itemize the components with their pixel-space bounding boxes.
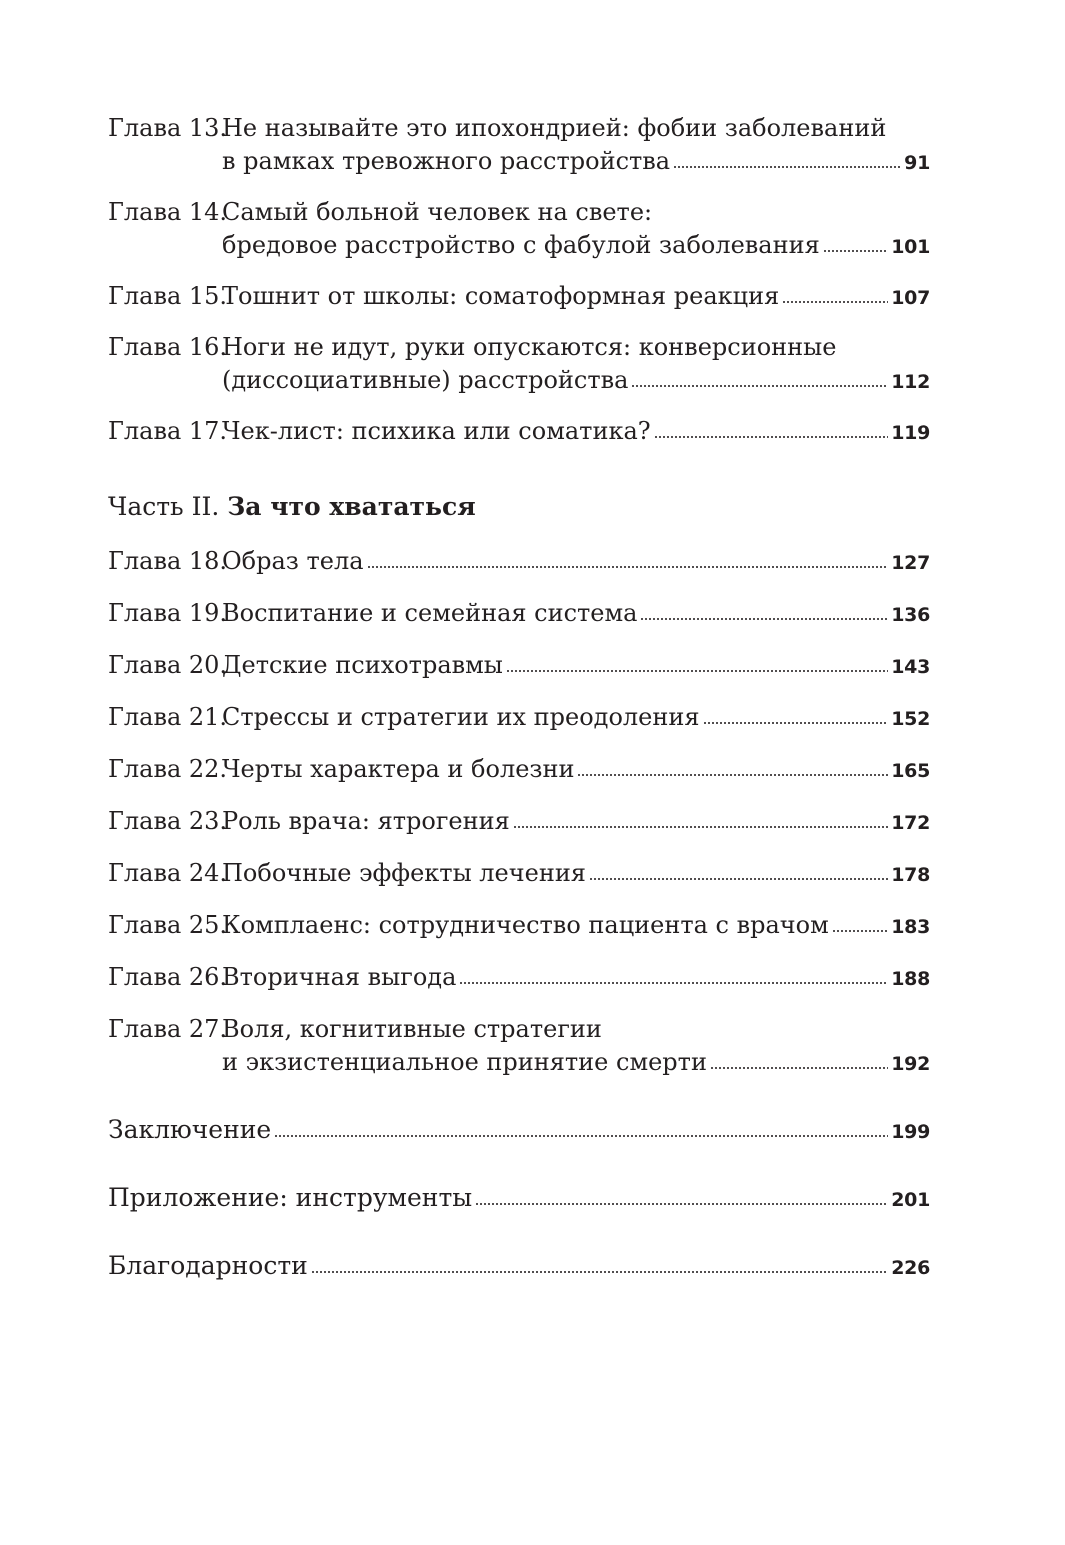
dot-leader (654, 436, 889, 438)
page-number: 178 (891, 864, 930, 886)
toc-entry-chapter-24 (108, 857, 930, 892)
page-number: 226 (891, 1257, 930, 1279)
dot-leader (311, 1271, 888, 1273)
dot-leader (640, 618, 888, 620)
toc-entry-chapter-27 (108, 1013, 930, 1081)
section-title: Заключение (108, 1115, 272, 1144)
toc-entry-chapter-13 (108, 112, 930, 180)
toc-entry-chapter-22 (108, 753, 930, 788)
dot-leader (710, 1067, 888, 1069)
page-number: 183 (891, 916, 930, 938)
chapter-title-line: Чек-лист: психика или соматика? (222, 417, 651, 445)
page-number: 201 (891, 1189, 930, 1211)
table-of-contents (108, 112, 930, 1285)
toc-entry-chapter-17 (108, 415, 930, 450)
page-number: 143 (891, 656, 930, 678)
toc-entry-acknowledgements (108, 1249, 930, 1285)
dot-leader (367, 566, 889, 568)
toc-entry-appendix (108, 1181, 930, 1217)
toc-entry-chapter-16 (108, 331, 930, 399)
chapter-label: Глава 19. (108, 599, 228, 627)
chapter-label: Глава 22. (108, 755, 228, 783)
dot-leader (823, 250, 888, 252)
chapter-title-line: Комплаенс: сотрудничество пациента с врачом (222, 911, 829, 939)
chapter-title-line: Детские психотравмы (222, 651, 503, 679)
part-label: Часть II. (108, 492, 220, 521)
page-number: 172 (891, 812, 930, 834)
dot-leader (782, 301, 888, 303)
chapter-title-line: Побочные эффекты лечения (222, 859, 586, 887)
chapter-title-line: Тошнит от школы: соматоформная реакция (222, 282, 780, 310)
page-number: 101 (891, 236, 930, 258)
chapter-label: Глава 24. (108, 859, 228, 887)
toc-entry-conclusion (108, 1113, 930, 1149)
chapter-label: Глава 20. (108, 651, 228, 679)
chapter-title-line: Самый больной человек на свете: (222, 198, 653, 226)
chapter-label: Глава 25. (108, 911, 228, 939)
dot-leader (506, 670, 888, 672)
chapter-label: Глава 26. (108, 963, 228, 991)
chapter-title-line: Воспитание и семейная система (222, 599, 638, 627)
dot-leader (589, 878, 888, 880)
chapter-label: Глава 23. (108, 807, 228, 835)
chapter-title-line: Роль врача: ятрогения (222, 807, 510, 835)
chapter-label: Глава 15. (108, 282, 228, 310)
page-number: 192 (891, 1053, 930, 1075)
chapter-label: Глава 17. (108, 417, 228, 445)
chapter-title-line: (диссоциативные) расстройства (222, 366, 629, 394)
dot-leader (703, 722, 889, 724)
dot-leader (673, 166, 901, 168)
toc-entry-chapter-23 (108, 805, 930, 840)
chapter-title-line: Воля, когнитивные стратегии (222, 1015, 602, 1043)
toc-entry-chapter-18 (108, 545, 930, 580)
section-title: Приложение: инструменты (108, 1183, 473, 1212)
page-number: 91 (904, 152, 930, 174)
toc-entry-chapter-26 (108, 961, 930, 996)
chapter-label: Глава 13. (108, 114, 228, 142)
chapter-title-line: бредовое расстройство с фабулой заболевания (222, 231, 820, 259)
chapter-title-line: Образ тела (222, 547, 364, 575)
toc-entry-chapter-21 (108, 701, 930, 736)
dot-leader (475, 1203, 888, 1205)
dot-leader (274, 1135, 888, 1137)
chapter-title-line: Ноги не идут, руки опускаются: конверсионные (222, 333, 837, 361)
dot-leader (577, 774, 888, 776)
toc-entry-chapter-14 (108, 196, 930, 264)
page-number: 136 (891, 604, 930, 626)
chapter-label: Глава 16. (108, 333, 228, 361)
toc-entry-chapter-15 (108, 280, 930, 315)
part-heading (108, 490, 930, 524)
chapter-title-line: Стрессы и стратегии их преодоления (222, 703, 700, 731)
page-number: 107 (891, 287, 930, 309)
section-title: Благодарности (108, 1251, 308, 1280)
chapter-label: Глава 14. (108, 198, 228, 226)
chapter-title-line: Не называйте это ипохондрией: фобии заболеваний (222, 114, 887, 142)
chapter-title-line: Черты характера и болезни (222, 755, 575, 783)
chapter-label: Глава 18. (108, 547, 228, 575)
page-number: 188 (891, 968, 930, 990)
toc-entry-chapter-19 (108, 597, 930, 632)
dot-leader (459, 982, 888, 984)
page-number: 152 (891, 708, 930, 730)
chapter-title-line: в рамках тревожного расстройства (222, 147, 671, 175)
page-number: 199 (891, 1121, 930, 1143)
dot-leader (631, 385, 888, 387)
part-title: За что хвататься (227, 492, 476, 521)
page-number: 127 (891, 552, 930, 574)
page-number: 112 (891, 371, 930, 393)
toc-entry-chapter-20 (108, 649, 930, 684)
page-number: 165 (891, 760, 930, 782)
chapter-title-line: и экзистенциальное принятие смерти (222, 1048, 707, 1076)
chapter-label: Глава 21. (108, 703, 228, 731)
chapter-label: Глава 27. (108, 1015, 228, 1043)
dot-leader (513, 826, 888, 828)
dot-leader (832, 930, 888, 932)
chapter-title-line: Вторичная выгода (222, 963, 457, 991)
page-number: 119 (891, 422, 930, 444)
toc-entry-chapter-25 (108, 909, 930, 944)
